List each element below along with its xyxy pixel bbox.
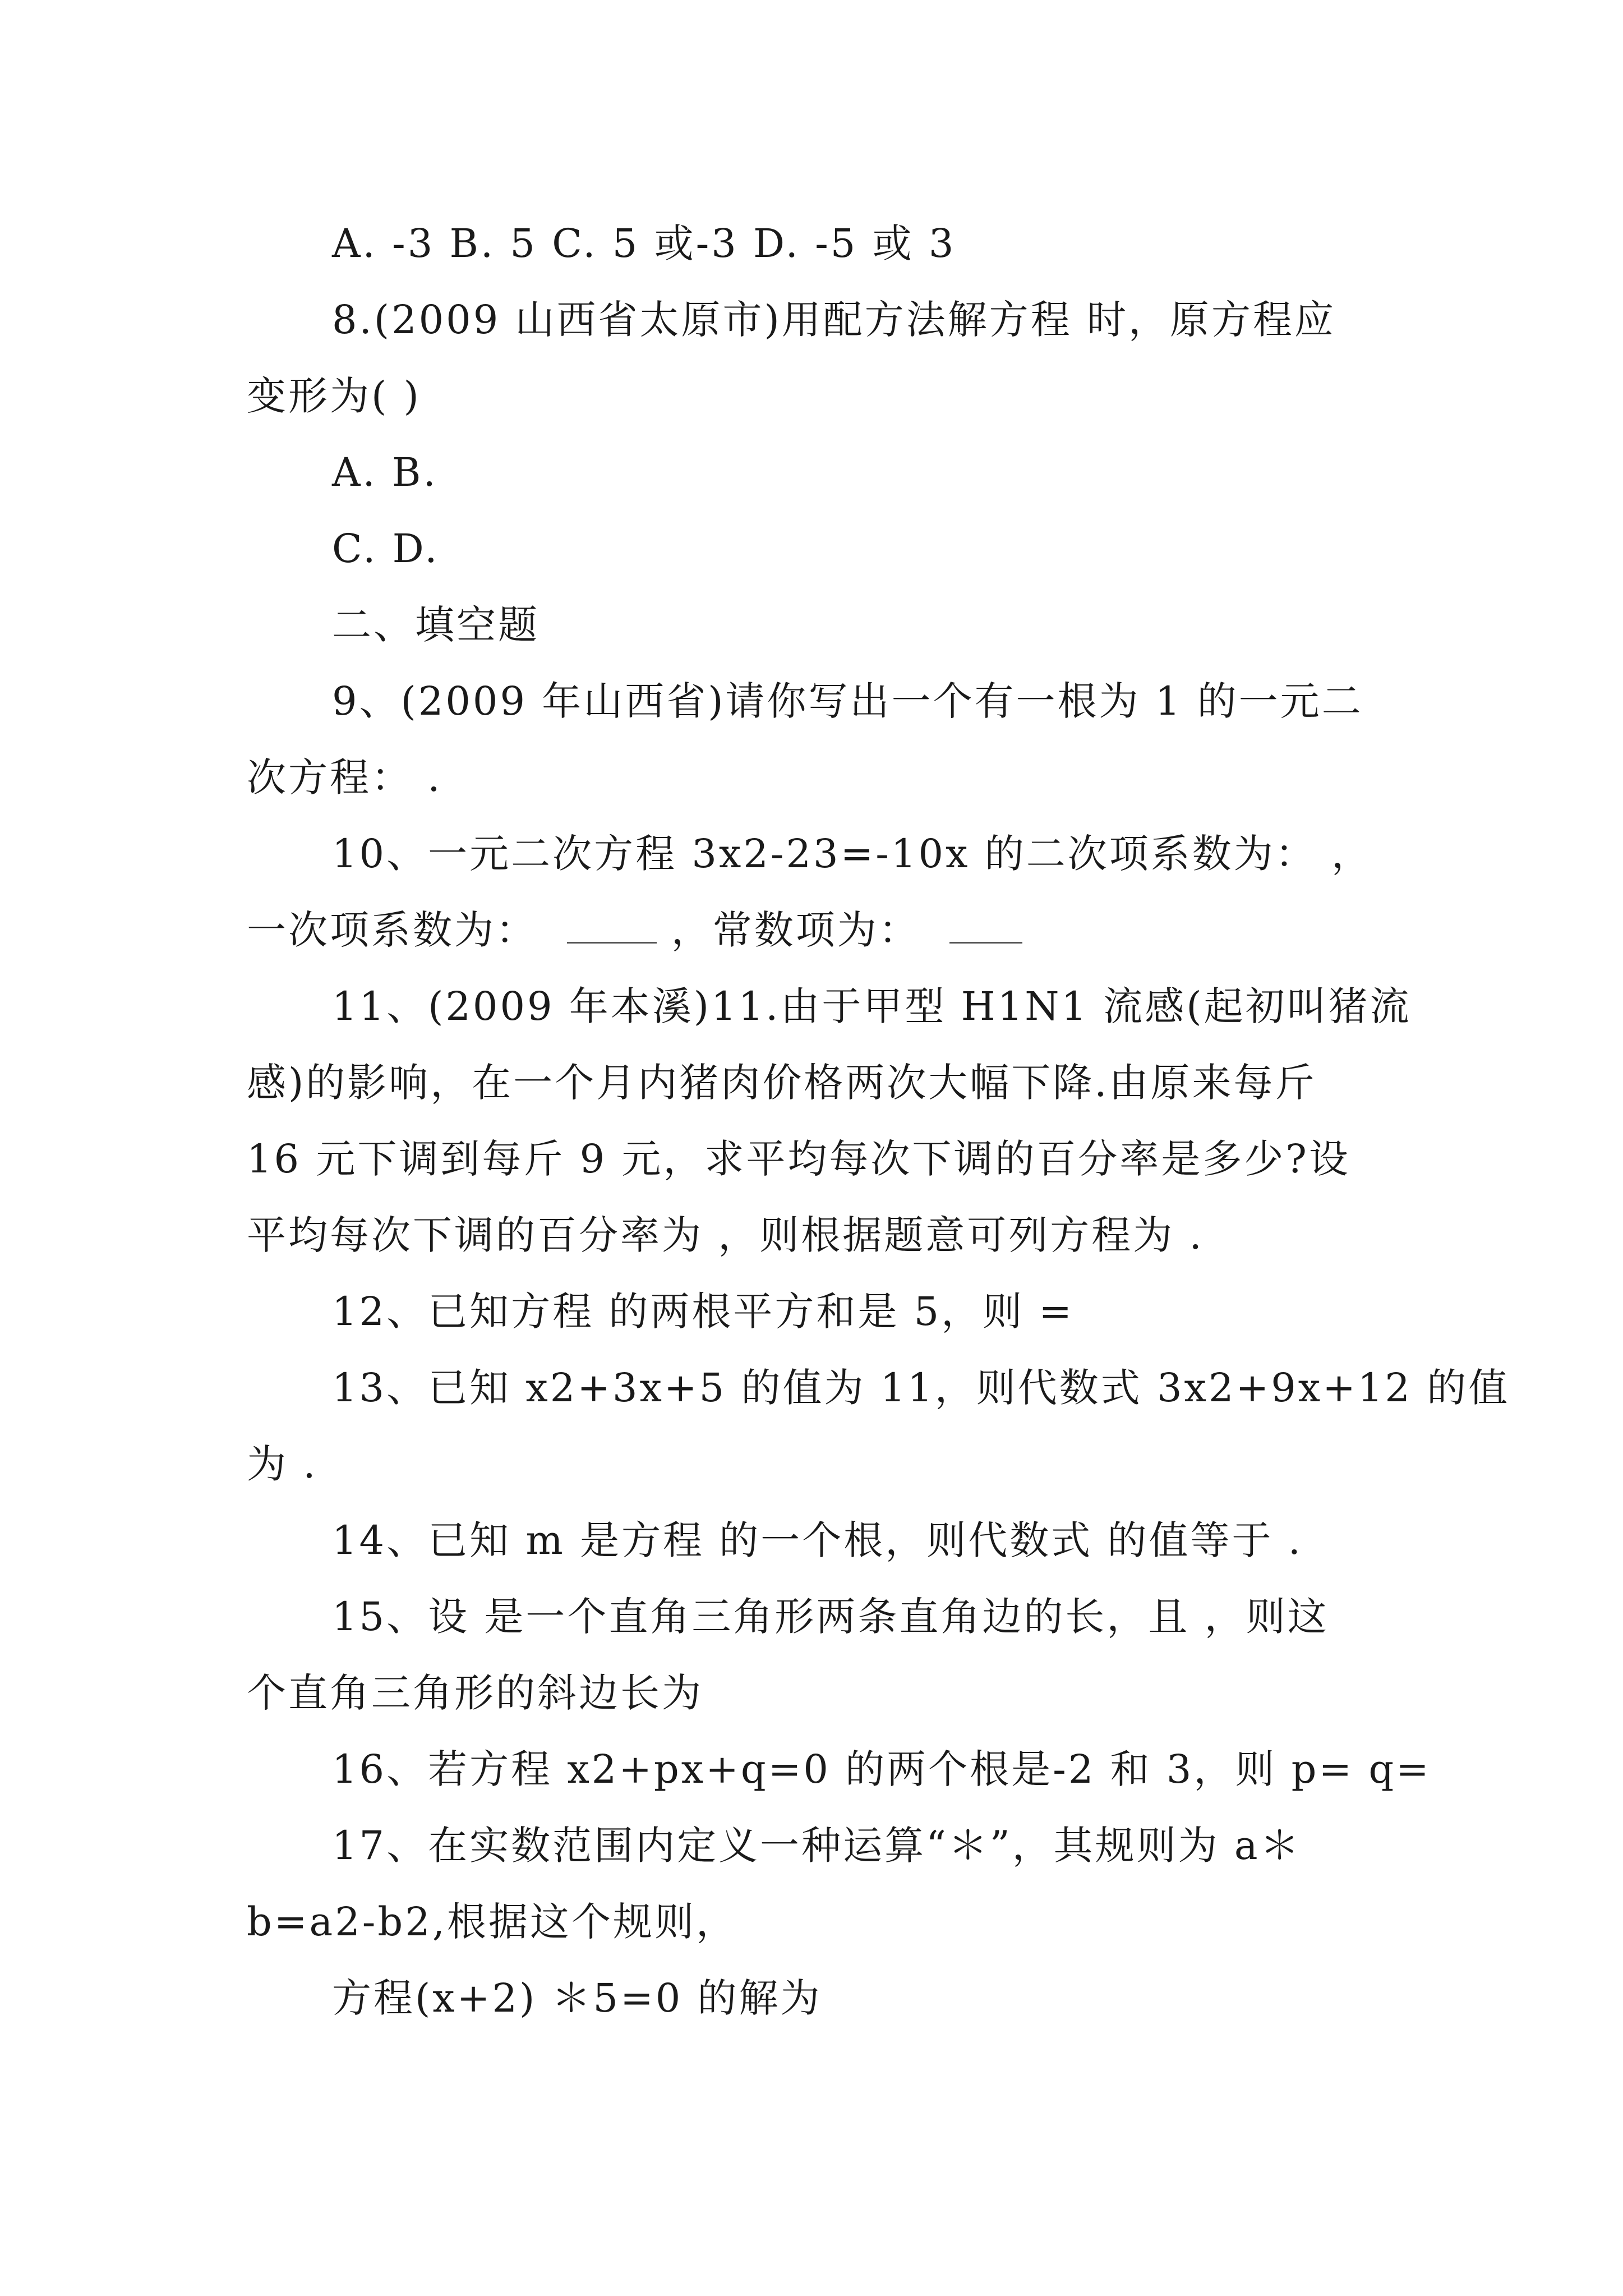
q10-constant-blank xyxy=(949,907,1022,944)
q11-line1: 11、(2009 年本溪)11.由于甲型 H1N1 流感(起初叫猪流 xyxy=(332,983,1412,1029)
section-heading-fill-in: 二、填空题 xyxy=(332,602,540,648)
q15-line1: 15、设 是一个直角三角形两条直角边的长，且 ，则这 xyxy=(332,1594,1329,1640)
q11-line3: 16 元下调到每斤 9 元，求平均每次下调的百分率是多少?设 xyxy=(247,1136,1350,1182)
q17-line1: 17、在实数范围内定义一种运算“＊”，其规则为 a＊ xyxy=(332,1823,1302,1869)
q7-options: A. -3 B. 5 C. 5 或-3 D. -5 或 3 xyxy=(332,220,956,266)
q9-line1: 9、(2009 年山西省)请你写出一个有一根为 1 的一元二 xyxy=(332,678,1363,724)
q10-linear-coef-label: 一次项系数为： xyxy=(247,907,537,953)
q11-line4: 平均每次下调的百分率为 ，则根据题意可列方程为 . xyxy=(247,1212,1204,1258)
q17-line3: 方程(x+2) ＊5=0 的解为 xyxy=(332,1975,822,2021)
q12-line1: 12、已知方程 的两根平方和是 5，则 = xyxy=(332,1289,1075,1335)
q17-line2: b=a2-b2,根据这个规则， xyxy=(247,1899,737,1945)
q8-stem-line1: 8.(2009 山西省太原市)用配方法解方程 时，原方程应 xyxy=(332,297,1336,343)
q16-line1: 16、若方程 x2+px+q=0 的两个根是-2 和 3，则 p= q= xyxy=(332,1746,1431,1792)
q9-line2: 次方程： . xyxy=(247,754,442,800)
q11-line2: 感)的影响，在一个月内猪肉价格两次大幅下降.由原来每斤 xyxy=(247,1060,1317,1106)
q8-stem-line2: 变形为( ) xyxy=(247,373,421,419)
q14-line1: 14、已知 m 是方程 的一个根，则代数式 的值等于 . xyxy=(332,1517,1303,1563)
q10-constant-label: ，常数项为： xyxy=(671,907,920,953)
q13-line2: 为 . xyxy=(247,1441,318,1487)
q15-line2: 个直角三角形的斜边长为 xyxy=(247,1670,703,1716)
q10-line1: 10、一元二次方程 3x2-23=-10x 的二次项系数为： ， xyxy=(332,831,1373,877)
q13-line1: 13、已知 x2+3x+5 的值为 11，则代数式 3x2+9x+12 的值 xyxy=(332,1365,1510,1411)
q8-options-ab: A. B. xyxy=(332,449,438,495)
q8-options-cd: C. D. xyxy=(332,526,440,572)
q10-linear-coef-blank xyxy=(567,907,657,944)
q10-line2 xyxy=(0,902,1623,958)
